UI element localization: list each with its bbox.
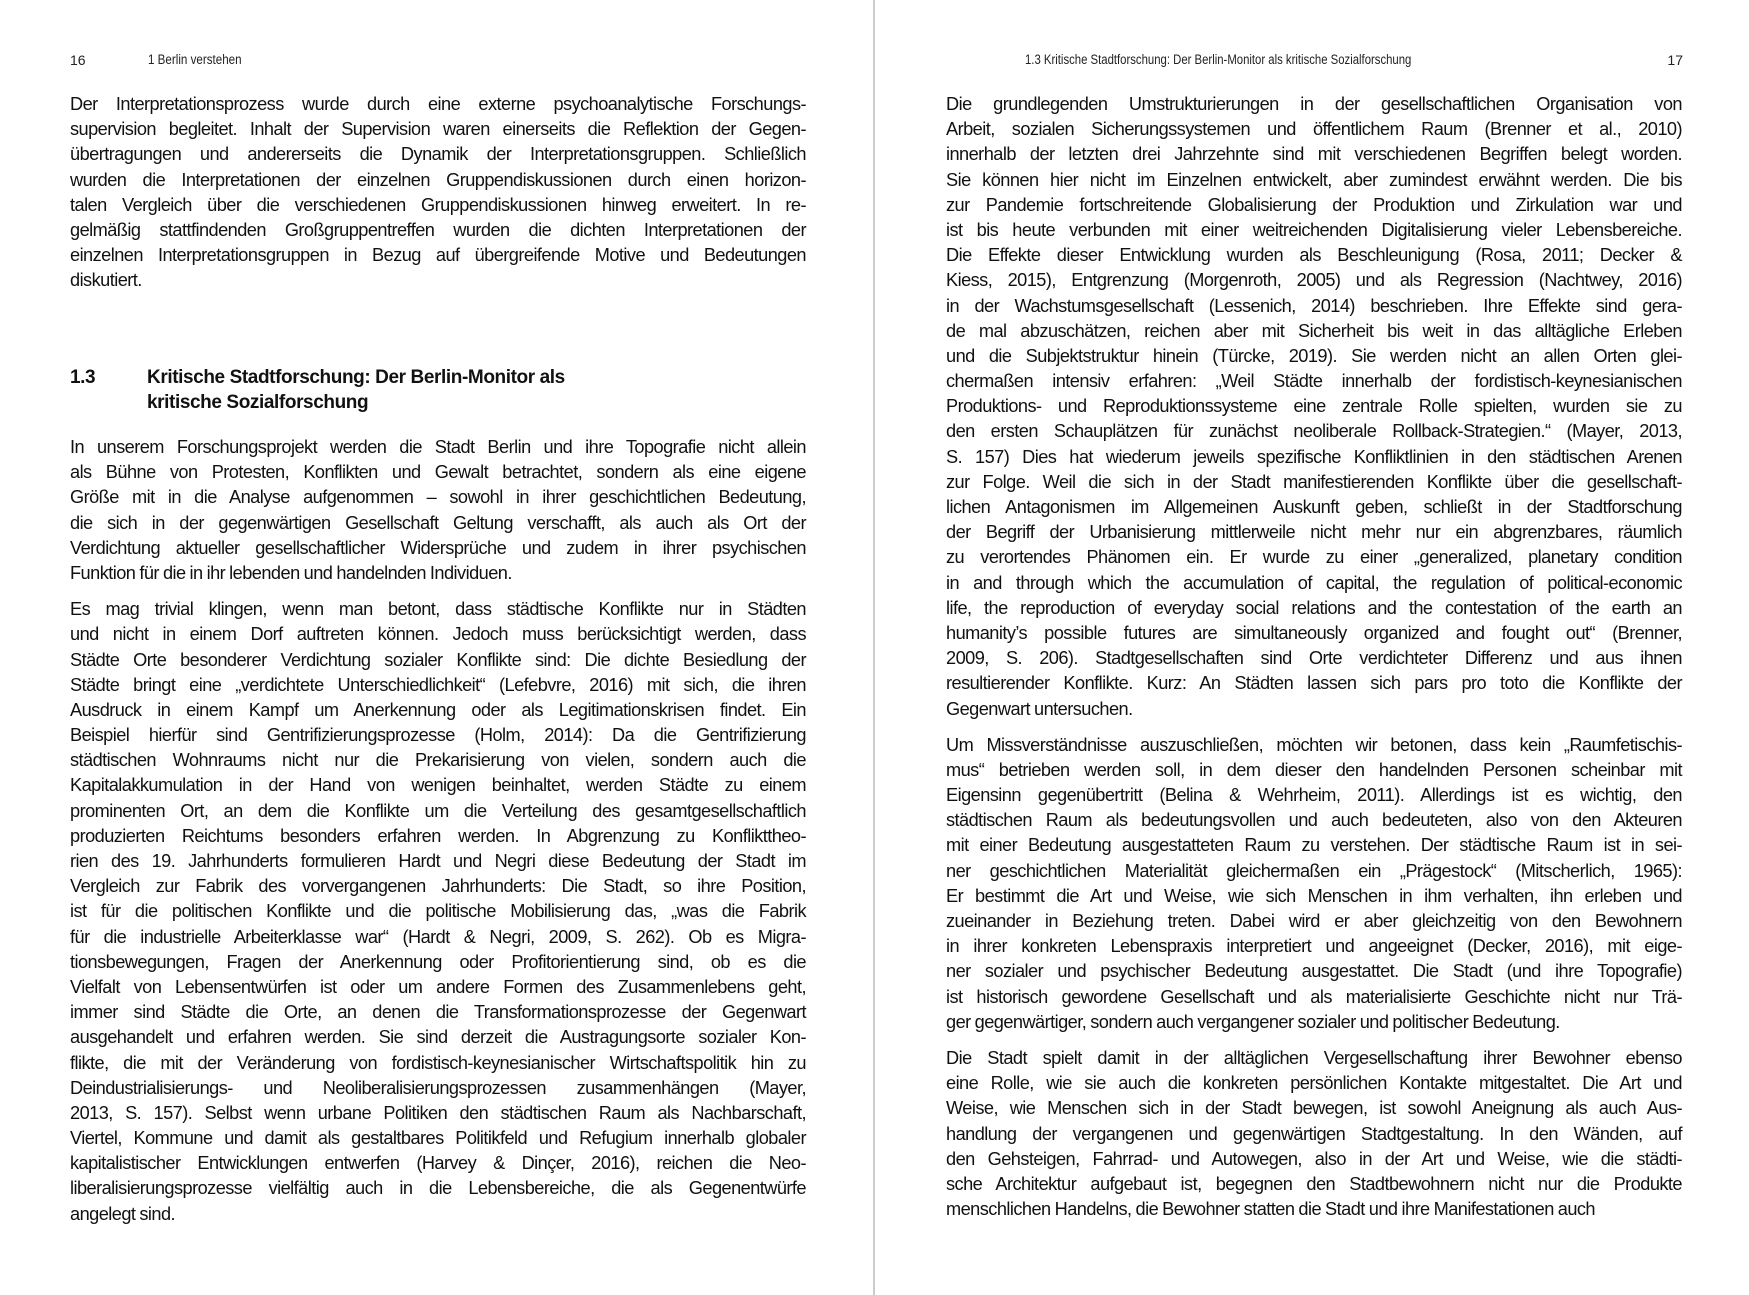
text-line: die sich in der gegenwärtigen Gesellschaft Geltung verschafft, als auch als Ort der <box>70 512 806 533</box>
text-line: Vielfalt von Lebensentwürfen ist oder um andere Formen des Zusammenlebens geht, <box>70 976 806 997</box>
text-line: Der Interpretationsprozess wurde durch eine externe psychoanalytische Forschungs- <box>70 94 806 114</box>
text-line: Eigensinn gegenübertritt (Belina & Wehrheim, 2011). Allerdings ist es wichtig, den <box>946 785 1682 806</box>
running-header: 1 Berlin verstehen <box>148 52 242 67</box>
text-line: Viertel, Kommune und damit als gestaltbares Politikfeld und Refugium innerhalb globaler <box>70 1128 806 1149</box>
text-line: immer sind Städte die Orte, an denen die Transformationsprozesse der Gegenwart <box>70 1002 806 1023</box>
text-line: Es mag trivial klingen, wenn man betont, dass städtische Konflikte nur in Städten <box>70 599 806 620</box>
text-line: sche Architektur aufgebaut ist, begegnen den Stadtbewohnern nicht nur die Produkte <box>946 1173 1682 1194</box>
text-line: Um Missverständnisse auszuschließen, möchten wir betonen, dass kein „Raumfetischis- <box>946 734 1682 755</box>
text-line: Weise, wie Menschen sich in der Stadt bewegen, ist sowohl Aneignung als auch Aus- <box>946 1098 1682 1119</box>
text-line: Sie können hier nicht im Einzelnen entwickelt, aber zumindest erwähnt werden. Die bis <box>946 169 1682 190</box>
text-line: S. 157) Dies hat wiederum jeweils spezifische Konfliktlinien in den städtischen Arenen <box>946 446 1682 467</box>
text-line: flikte, die mit der Veränderung von fordistisch-keynesianischer Wirtschaftspolitik hin zu <box>70 1052 806 1073</box>
paragraph-space-fetishism <box>946 733 1682 1035</box>
text-line: resultierender Konflikte. Kurz: An Städten lassen sich pars pro toto die Konflikte der <box>946 673 1682 694</box>
text-line: ner sozialer und psychischer Bedeutung ausgestattet. Die Stadt (und ihre Topografie) <box>946 961 1682 982</box>
text-line: in ihrer konkreten Lebenspraxis interpretiert und angeeignet (Decker, 2016), mit eige- <box>946 936 1682 957</box>
text-line: ausgehandelt und erfahren werden. Sie sind derzeit die Austragungsorte sozialer Kon- <box>70 1027 806 1048</box>
text-line: innerhalb der letzten drei Jahrzehnte sind mit verschiedenen Begriffen belegt worden. <box>946 144 1682 165</box>
text-line: ist für die politischen Konflikte und die politische Mobilisierung das, „was die Fabrik <box>70 901 806 922</box>
text-line: Die Effekte dieser Entwicklung wurden als Beschleunigung (Rosa, 2011; Decker & <box>946 245 1682 266</box>
text-line: Vergleich zur Fabrik des vorvergangenen Jahrhunderts: Die Stadt, so ihre Position, <box>70 876 806 897</box>
text-line: städtischen Wohnraums nicht nur die Prekarisierung von vielen, sondern auch die <box>70 750 806 771</box>
text-line: Funktion für die in ihr lebenden und handelnden Individuen. <box>70 562 512 583</box>
text-line: rien des 19. Jahrhunderts formulieren Hardt und Negri diese Bedeutung der Stadt im <box>70 851 806 871</box>
text-line: Produktions- und Reproduktionssysteme eine zentrale Rolle spielten, wurden sie zu <box>946 396 1682 417</box>
text-line: mit einer Bedeutung ausgestatteten Raum zu verstehen. Der städtische Raum ist in sei- <box>946 835 1682 856</box>
text-line: ist historisch gewordene Gesellschaft und als materialisierte Geschichte nicht nur Trä- <box>946 986 1682 1007</box>
text-line: de mal abzuschätzen, reichen aber mit Sicherheit bis weit in das alltägliche Erleben <box>946 320 1682 341</box>
text-line: und die Subjektstruktur hinein (Türcke, 2019). Sie werden nicht an allen Orten glei- <box>946 345 1682 366</box>
text-line: humanity’s possible futures are simultaneously organized and fought out“ (Brenner, <box>946 622 1682 643</box>
paragraph-urban-conflicts <box>70 597 806 1227</box>
section-body <box>70 435 806 1238</box>
text-line: tionsbewegungen, Fragen der Anerkennung oder Profitorientierung sind, ob es die <box>70 951 806 972</box>
text-line: Er bestimmt die Art und Weise, wie sich Menschen in ihm verhalten, ihn erleben und <box>946 885 1682 906</box>
text-line: in der Wachstumsgesellschaft (Lessenich, 2014) beschrieben. Ihre Effekte sind gera- <box>946 295 1682 316</box>
text-line: als Bühne von Protesten, Konflikten und Gewalt betrachtet, sondern als eine eigene <box>70 462 806 483</box>
text-line: chermaßen intensiv erfahren: „Weil Städte innerhalb der fordistisch-keynesianischen <box>946 371 1682 392</box>
running-header: 1.3 Kritische Stadtforschung: Der Berlin-Monitor als kritische Sozialforschung <box>1025 52 1412 67</box>
paragraph <box>70 92 806 305</box>
text-line: Städte Orte besonderer Verdichtung sozialer Konflikte sind: Die dichte Besiedlung der <box>70 649 806 670</box>
text-line: den ersten Schauplätzen für zunächst neoliberale Rollback-Strategien.“ (Mayer, 2013, <box>946 421 1682 442</box>
text-line: Größe mit in die Analyse aufgenommen – sowohl in ihrer geschichtlichen Bedeutung, <box>70 487 806 508</box>
text-line: gelmäßig stattfindenden Großgruppentreffen wurden die dichten Interpretationen der <box>70 219 806 240</box>
text-line: lichen Antagonismen im Allgemeinen Auskunft geben, schließt in der Stadtforschung <box>946 497 1682 517</box>
page-body <box>946 92 1682 1233</box>
text-line: Kiess, 2015), Entgrenzung (Morgenroth, 2005) und als Regression (Nachtwey, 2016) <box>946 270 1682 291</box>
section-title-line: Kritische Stadtforschung: Der Berlin-Monitor als <box>147 367 565 388</box>
text-line: 2009, S. 206). Stadtgesellschaften sind Orte verdichteter Differenz und aus ihnen <box>946 648 1682 669</box>
text-line: angelegt sind. <box>70 1203 176 1224</box>
text-line: In unserem Forschungsprojekt werden die Stadt Berlin und ihre Topografie nicht allein <box>70 437 806 457</box>
text-line: ger gegenwärtiger, sondern auch vergangener sozialer und politischer Bedeutung. <box>946 1011 1560 1032</box>
text-line: 2013, S. 157). Selbst wenn urbane Politiken den städtischen Raum als Nachbarschaft, <box>70 1102 806 1123</box>
text-line: supervision begleitet. Inhalt der Supervision waren einerseits die Reflektion der Gegen- <box>70 119 806 140</box>
left-page <box>0 0 873 1295</box>
text-line: life, the reproduction of everyday social relations and the contestation of the earth an <box>946 597 1682 618</box>
text-line: städtischen Raum als bedeutungsvollen und auch bedeuteten, also von den Akteuren <box>946 810 1682 831</box>
text-line: Verdichtung aktueller gesellschaftlicher Widersprüche und zudem in ihrer psychischen <box>70 537 806 558</box>
text-line: Arbeit, sozialen Sicherungssystemen und öffentlichem Raum (Brenner et al., 2010) <box>946 119 1682 140</box>
text-line: zur Pandemie fortschreitende Globalisierung der Produktion und Zirkulation war und <box>946 194 1682 215</box>
section-number: 1.3 <box>70 367 96 388</box>
text-line: der Begriff der Urbanisierung mittlerweile nicht mehr nur ein abgrenzbares, räumlich <box>946 522 1682 543</box>
section-title-line: kritische Sozialforschung <box>147 392 369 413</box>
text-line: Die Stadt spielt damit in der alltäglichen Vergesellschaftung ihrer Bewohner ebenso <box>946 1047 1682 1068</box>
text-line: ner geschichtlichen Materialität gleichermaßen ein „Prägestock“ (Mitscherlich, 1965): <box>946 860 1682 881</box>
right-page <box>875 0 1749 1295</box>
text-line: prominenten Ort, an dem die Konflikte um die Verteilung des gesamtgesellschaftlich <box>70 800 806 821</box>
paragraph-research-project <box>70 435 806 586</box>
text-line: kapitalistischer Entwicklungen entwerfen (Harvey & Dinçer, 2016), reichen die Neo- <box>70 1153 806 1174</box>
text-line: Deindustrialisierungs- und Neoliberalisierungsprozessen zusammenhängen (Mayer, <box>70 1077 806 1098</box>
text-line: liberalisierungsprozesse vielfältig auch in die Lebensbereiche, die als Gegenentwürfe <box>70 1178 806 1199</box>
text-line: diskutiert. <box>70 270 142 291</box>
text-line: übertragungen und andererseits die Dynamik der Interpretationsgruppen. Schließlich <box>70 144 806 165</box>
text-line: Die grundlegenden Umstrukturierungen in der gesellschaftlichen Organisation von <box>946 94 1682 114</box>
section-title <box>147 365 747 415</box>
text-line: zu verortendes Phänomen ein. Er wurde zu einer „generalized, planetary condition <box>946 547 1682 568</box>
text-line: wurden die Interpretationen der einzelnen Gruppendiskussionen durch einen horizon- <box>70 169 806 190</box>
text-line: Beispiel hierfür sind Gentrifizierungsprozesse (Holm, 2014): Da die Gentrifizierung <box>70 725 806 746</box>
text-line: den Gehsteigen, Fahrrad- und Autowegen, also in der Art und Weise, wie die städti- <box>946 1148 1682 1169</box>
text-line: mus“ betrieben werden soll, in dem dieser den handelnden Personen scheinbar mit <box>946 759 1682 780</box>
text-line: zur Folge. Weil die sich in der Stadt manifestierenden Konflikte über die gesellschaft- <box>946 471 1682 492</box>
text-line: ist bis heute verbunden mit einer weitreichenden Digitalisierung vieler Lebensbereiche. <box>946 219 1682 240</box>
page-number: 16 <box>70 52 86 68</box>
text-line: Kapitalakkumulation in der Hand von wenigen beinhaltet, werden Städte zu einem <box>70 775 806 796</box>
text-line: talen Vergleich über die verschiedenen Gruppendiskussionen hinweg erweitert. In re- <box>70 194 806 215</box>
text-line: und nicht in einem Dorf auftreten können. Jedoch muss berücksichtigt werden, dass <box>70 624 806 645</box>
text-line: zueinander in Beziehung treten. Dabei wird er aber gleichzeitig von den Bewohnern <box>946 911 1682 931</box>
text-line: einzelnen Interpretationsgruppen in Bezug auf übergreifende Motive und Bedeutungen <box>70 245 806 266</box>
text-line: menschlichen Handelns, die Bewohner statten die Stadt und ihre Manifestationen auch <box>946 1199 1596 1220</box>
page-number: 17 <box>1667 52 1683 68</box>
text-line: Städte bringt eine „verdichtete Unterschiedlichkeit“ (Lefebvre, 2016) mit sich, die ihren <box>70 674 806 695</box>
text-line: Ausdruck in einem Kampf um Anerkennung oder als Legitimationskrisen findet. Ein <box>70 699 806 720</box>
text-line: für die industrielle Arbeiterklasse war“ (Hardt & Negri, 2009, S. 262). Ob es Migra- <box>70 926 806 947</box>
text-line: Gegenwart untersuchen. <box>946 698 1133 719</box>
text-line: handlung der vergangenen und gegenwärtigen Stadtgestaltung. In den Wänden, auf <box>946 1123 1682 1144</box>
text-line: in and through which the accumulation of capital, the regulation of political-economic <box>946 572 1682 593</box>
paragraph-city-socialization <box>946 1046 1682 1222</box>
paragraph-restructuring <box>946 92 1682 722</box>
text-line: eine Rolle, wie sie auch die konkreten persönlichen Kontakte mitgestaltet. Die Art und <box>946 1073 1682 1094</box>
paragraph-interpretation-process <box>70 92 806 294</box>
text-line: produzierten Reichtums besonders erfahren werden. In Abgrenzung zu Konflikttheo- <box>70 825 806 846</box>
